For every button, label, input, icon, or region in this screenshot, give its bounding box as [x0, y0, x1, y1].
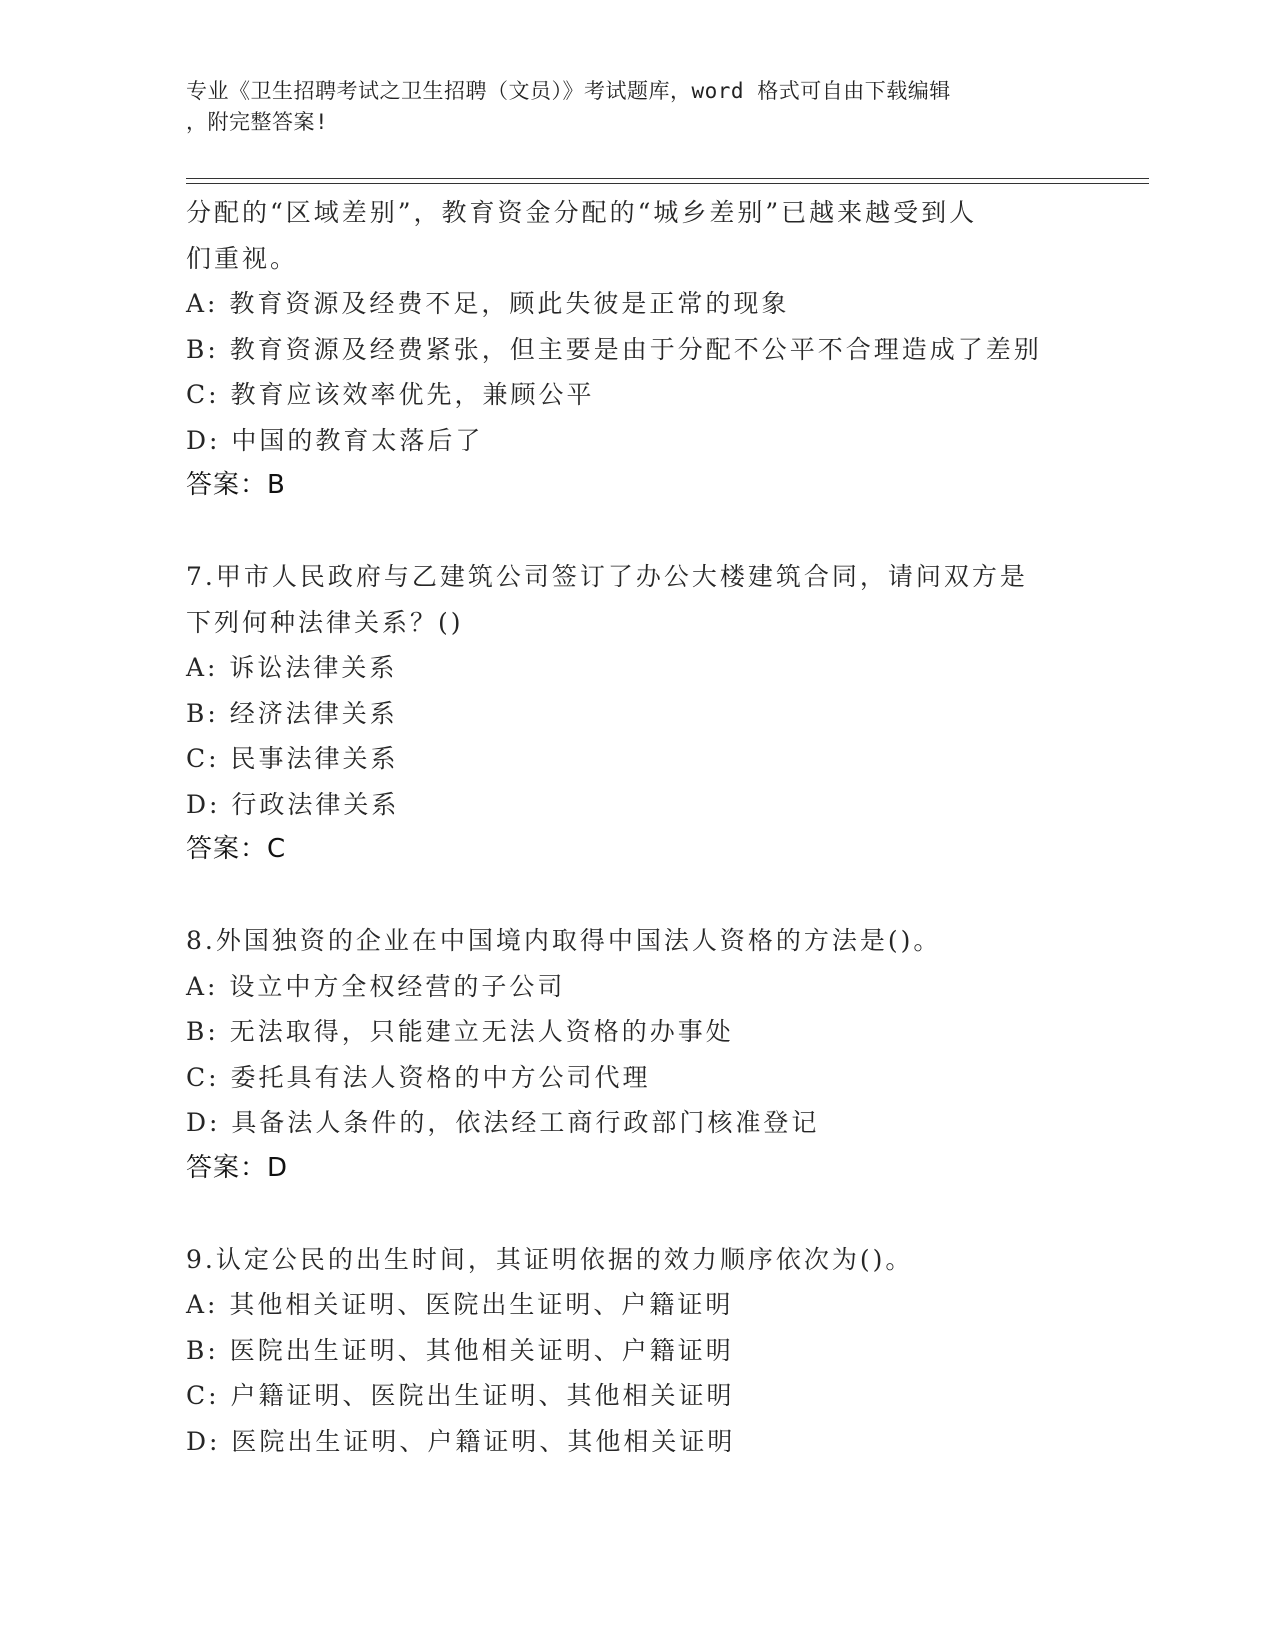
header-divider-top	[186, 178, 1149, 179]
header-line-2: ，附完整答案!	[186, 110, 329, 134]
question-8	[186, 918, 1146, 1191]
option-d: D: 中国的教育太落后了	[186, 425, 484, 455]
question-text-line: 7.甲市人民政府与乙建筑公司签订了办公大楼建筑合同，请问双方是	[186, 562, 1028, 591]
option-a: A: 设立中方全权经营的子公司	[186, 971, 566, 1001]
header-line-1: 专业《卫生招聘考试之卫生招聘（文员）》考试题库，word 格式可自由下载编辑	[186, 79, 951, 103]
option-d: D: 行政法律关系	[186, 789, 400, 819]
option-c: C: 教育应该效率优先，兼顾公平	[186, 380, 595, 409]
option-c: C: 委托具有法人资格的中方公司代理	[186, 1062, 651, 1092]
option-b: B: 医院出生证明、其他相关证明、户籍证明	[186, 1335, 734, 1365]
answer-label: 答案：D	[186, 1152, 289, 1183]
option-c: C: 民事法律关系	[186, 744, 399, 773]
question-text-line: 9.认定公民的出生时间，其证明依据的效力顺序依次为()。	[186, 1244, 914, 1274]
option-c: C: 户籍证明、医院出生证明、其他相关证明	[186, 1381, 735, 1410]
option-d: D: 具备法人条件的，依法经工商行政部门核准登记	[186, 1108, 820, 1137]
question-text-line: 下列何种法律关系？()	[186, 607, 464, 637]
header-divider-bottom	[186, 183, 1149, 184]
spacer	[186, 1191, 1146, 1237]
option-b: B: 无法取得，只能建立无法人资格的办事处	[186, 1017, 734, 1046]
answer-label: 答案：C	[186, 834, 287, 864]
spacer	[186, 509, 1146, 555]
question-6-continued	[186, 190, 1146, 509]
question-text-line: 8.外国独资的企业在中国境内取得中国法人资格的方法是()。	[186, 926, 942, 955]
page-header	[186, 76, 1086, 138]
question-text-line: 分配的“区域差别”，教育资金分配的“城乡差别”已越来越受到人	[186, 198, 978, 227]
option-a: A: 教育资源及经费不足，顾此失彼是正常的现象	[186, 289, 790, 318]
question-7	[186, 554, 1146, 873]
question-9	[186, 1237, 1146, 1465]
option-a: A: 其他相关证明、医院出生证明、户籍证明	[186, 1290, 734, 1319]
option-a: A: 诉讼法律关系	[186, 653, 398, 682]
answer-label: 答案：B	[186, 470, 286, 500]
question-content	[186, 190, 1146, 1464]
option-d: D: 医院出生证明、户籍证明、其他相关证明	[186, 1426, 736, 1456]
spacer	[186, 873, 1146, 919]
option-b: B: 教育资源及经费紧张，但主要是由于分配不公平不合理造成了差别	[186, 334, 1042, 364]
question-text-line: 们重视。	[186, 243, 299, 273]
option-b: B: 经济法律关系	[186, 698, 398, 728]
